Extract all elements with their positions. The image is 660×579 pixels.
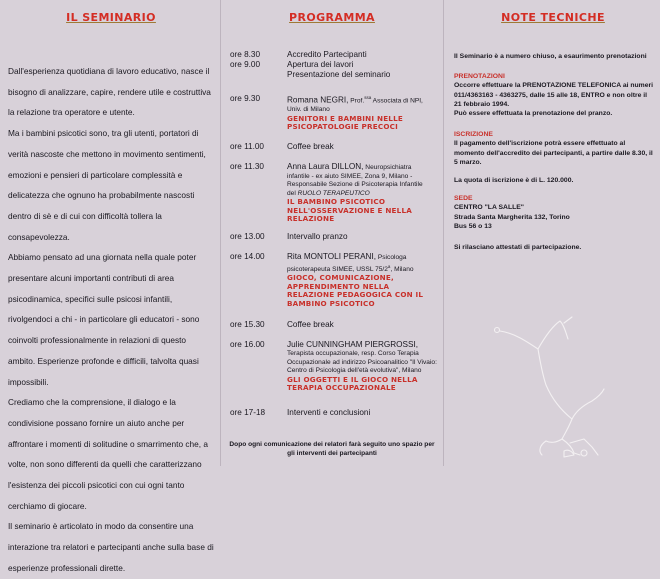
program-desc: Accredito Partecipanti Apertura dei lavori Presentazione del seminario [287, 50, 391, 79]
program-time: ore 11.30 [230, 162, 264, 171]
prenotazioni-section: PRENOTAZIONI Occorre effettuare la PRENOTAZIONE TELEFONICA ai numeri 011/4363163 - 4363275, dalle 15 alle 18, ENTRO e non oltre il 21 febbraio 1994. Può essere effettuata la prenotazione del pranzo. [454, 73, 654, 118]
program-time: ore 14.00 [230, 252, 265, 261]
programma-heading: PROGRAMMA [289, 11, 375, 24]
program-desc: Anna Laura DILLON, Neuropsichiatra infantile - ex aiuto SIMEE, Zona 9, Milano - Responsabile Sezione di Psicoterapia Infantile del RUOLO TERAPEUTICO IL BAMBINO PSICOTICO NELL'OSSERVAZIONE E NELLA RELAZIONE [287, 162, 439, 224]
sede-section: SEDE CENTRO "LA SALLE" Strada Santa Margherita 132, Torino Bus 56 o 13 [454, 194, 654, 231]
talk-title: GIOCO, COMUNICAZIONE, APPRENDIMENTO NELLA RELAZIONE PEDAGOGICA CON IL BAMBINO PSICOTICO [287, 273, 424, 308]
programma-footnote: Dopo ogni comunicazione dei relatori farà seguito uno spazio per gli interventi dei partecipanti [229, 441, 435, 457]
speaker-name: Julie CUNNINGHAM PIERGROSSI, [287, 340, 419, 349]
program-desc: Intervallo pranzo [287, 232, 348, 241]
program-time: ore 17-18 [230, 408, 266, 417]
program-desc: Interventi e conclusioni [287, 408, 371, 417]
intro-paragraph: Il seminario è articolato in modo da consentire una interazione tra relatori e partecipanti anche sulla base di esperienze professionali dirette. [8, 521, 214, 573]
closed-number-note: Il Seminario è a numero chiuso, a esaurimento prenotazioni [454, 53, 647, 60]
sede-title: SEDE [454, 195, 473, 202]
prenotazioni-title: PRENOTAZIONI [454, 73, 505, 80]
intro-paragraph: Ma i bambini psicotici sono, tra gli utenti, portatori di verità nascoste che mettono in movimento sentimenti, emozioni e pensieri di particolare complessità e delicatezza che ognuno ha probabilmente nascosti dentro di sè e di cui con difficoltà tollera la consapevolezza. [8, 128, 206, 242]
seminario-heading: IL SEMINARIO [66, 11, 156, 24]
intro-paragraph: Dall'esperienza quotidiana di lavoro educativo, nasce il bisogno di analizzare, capire, rendere utile e costruttiva la relazione tra operatore e utente. [8, 66, 211, 118]
iscrizione-title: ISCRIZIONE [454, 131, 493, 138]
talk-title: GENITORI E BAMBINI NELLE PSICOPATOLOGIE PRECOCI [287, 113, 403, 132]
program-desc: Coffee break [287, 142, 334, 151]
program-time: ore 8.30 ore 9.00 [230, 50, 261, 69]
child-drawing-figure [480, 315, 610, 460]
seminario-panel [0, 0, 220, 573]
quota-note: La quota di iscrizione è di L. 120.000. [454, 177, 574, 184]
program-desc: Romana NEGRI, Prof.$^{ssa}$ Associata di NPI, Univ. di Milano GENITORI E BAMBINI NELLE PSICOPATOLOGIE PRECOCI [287, 94, 439, 132]
speaker-name: Anna Laura DILLON, [287, 162, 364, 171]
note-tecniche-heading: NOTE TECNICHE [501, 11, 605, 24]
talk-title: IL BAMBINO PSICOTICO NELL'OSSERVAZIONE E NELLA RELAZIONE [287, 197, 412, 224]
program-time: ore 11.00 [230, 142, 264, 151]
speaker-name: Rita MONTOLI PERANI, [287, 252, 377, 261]
program-desc: Rita MONTOLI PERANI, Psicologa psicoterapeuta SIMEE, USSL 75/2$^a$, Milano GIOCO, COMUNICAZIONE, APPRENDIMENTO NELLA RELAZIONE PEDAGOGICA CON IL BAMBINO PSICOTICO [287, 252, 439, 308]
seminario-intro [8, 61, 214, 579]
attestati-note: Si rilasciano attestati di partecipazione. [454, 244, 582, 251]
program-time: ore 15.30 [230, 320, 265, 329]
program-desc: Coffee break [287, 320, 334, 329]
talk-title: GLI OGGETTI E IL GIOCO NELLA TERAPIA OCCUPAZIONALE [287, 374, 418, 393]
intro-paragraph: Abbiamo pensato ad una giornata nella quale poter presentare alcuni importanti contributi di area psicodinamica, specifici sulle psicosi infantili, rivolgendoci a chi - in particolare gli educatori - sono coinvolti professionalmente in relazioni di questo ambito. Esperienze profonde e difficili, talvolta quasi impossibili. [8, 252, 200, 387]
programma-panel [221, 0, 443, 466]
iscrizione-section: ISCRIZIONE Il pagamento dell'iscrizione potrà essere effettuato al momento dell'accredito dei partecipanti, a partire dalle 8.30, il 5 marzo. [454, 131, 653, 166]
program-time: ore 13.00 [230, 232, 265, 241]
program-time: ore 9.30 [230, 94, 261, 103]
program-time: ore 16.00 [230, 340, 265, 349]
intro-paragraph: Crediamo che la comprensione, il dialogo e la condivisione possano fornire un aiuto anche per affrontare i momenti di solitudine o smarrimento che, a volte, non sono differenti da quelli che caratterizzano l'esistenza dei piccoli psicotici con cui ogni tanto cerchiamo di giocare. [8, 397, 208, 511]
program-desc: Julie CUNNINGHAM PIERGROSSI, Terapista occupazionale, resp. Corso Terapia Occupazionale ad indirizzo Psicoanalitico "Il Vivaio: Centro di Psicologia dell'età evolutiva", Milano GLI OGGETTI E IL GIOCO NELLA TERAPIA OCCUPAZIONALE [287, 340, 439, 393]
speaker-name: Romana NEGRI, [287, 95, 349, 105]
